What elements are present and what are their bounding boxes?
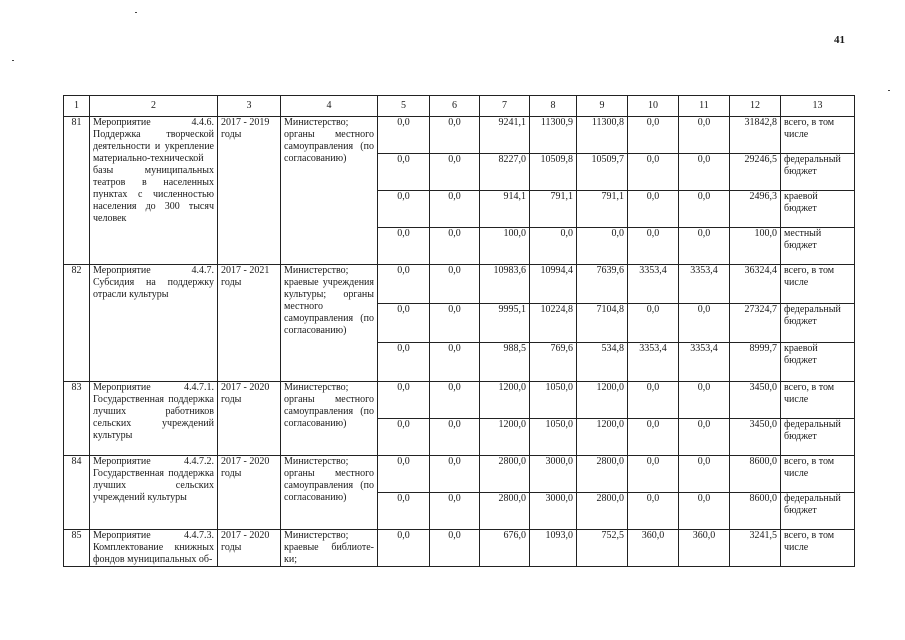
value-cell: 0,0 [378, 117, 430, 154]
value-cell: 8999,7 [730, 343, 781, 382]
measure-number: 82 [64, 265, 90, 382]
measure-executor: Министерство; краевые библиоте-ки; [281, 530, 378, 567]
value-cell: 534,8 [577, 343, 628, 382]
header-cell: 4 [281, 96, 378, 117]
value-cell: 0,0 [430, 343, 480, 382]
value-cell: 0,0 [628, 456, 679, 493]
measure-number: 84 [64, 456, 90, 530]
header-cell: 5 [378, 96, 430, 117]
header-cell: 10 [628, 96, 679, 117]
value-cell: 0,0 [679, 191, 730, 228]
value-cell: 1050,0 [530, 419, 577, 456]
measure-name: Мероприятие 4.4.6. Поддержка творческой деятельности и укрепление материально-технической базы муниципальных театров в населенных пунктах с численностью населения до 300 тысяч человек [90, 117, 218, 265]
value-cell: 0,0 [430, 304, 480, 343]
value-cell: 0,0 [628, 154, 679, 191]
value-cell: 0,0 [679, 228, 730, 265]
value-cell: 0,0 [430, 154, 480, 191]
value-cell: 0,0 [378, 343, 430, 382]
value-cell: 3241,5 [730, 530, 781, 567]
funding-source: всего, в том числе [781, 265, 855, 304]
scan-speck [888, 90, 890, 91]
value-cell: 10509,8 [530, 154, 577, 191]
funding-source: всего, в том числе [781, 530, 855, 567]
value-cell: 3353,4 [679, 343, 730, 382]
value-cell: 0,0 [679, 117, 730, 154]
header-cell: 8 [530, 96, 577, 117]
value-cell: 0,0 [378, 191, 430, 228]
value-cell: 100,0 [480, 228, 530, 265]
value-cell: 1200,0 [480, 419, 530, 456]
header-cell: 6 [430, 96, 480, 117]
measure-name: Мероприятие 4.4.7.1. Государственная поддержка лучших работников сельских учреждений культуры [90, 382, 218, 456]
table-row [64, 382, 855, 419]
value-cell: 8227,0 [480, 154, 530, 191]
table-row [64, 117, 855, 154]
measure-period: 2017 - 2020 годы [218, 530, 281, 567]
value-cell: 0,0 [430, 456, 480, 493]
value-cell: 0,0 [430, 117, 480, 154]
value-cell: 791,1 [577, 191, 628, 228]
measure-number: 83 [64, 382, 90, 456]
value-cell: 2800,0 [577, 493, 628, 530]
table-body [64, 117, 855, 567]
funding-source: краевой бюджет [781, 343, 855, 382]
measure-period: 2017 - 2020 годы [218, 456, 281, 530]
value-cell: 0,0 [679, 382, 730, 419]
value-cell: 0,0 [679, 304, 730, 343]
measure-name: Мероприятие 4.4.7.2. Государственная поддержка лучших сельских учреждений культуры [90, 456, 218, 530]
value-cell: 1200,0 [577, 419, 628, 456]
value-cell: 0,0 [679, 154, 730, 191]
value-cell: 0,0 [679, 419, 730, 456]
measure-number: 81 [64, 117, 90, 265]
value-cell: 1200,0 [480, 382, 530, 419]
value-cell: 0,0 [430, 493, 480, 530]
value-cell: 9995,1 [480, 304, 530, 343]
value-cell: 914,1 [480, 191, 530, 228]
value-cell: 0,0 [679, 456, 730, 493]
funding-source: всего, в том числе [781, 382, 855, 419]
value-cell: 0,0 [628, 228, 679, 265]
header-row [64, 96, 855, 117]
value-cell: 100,0 [730, 228, 781, 265]
measure-name: Мероприятие 4.4.7.3. Комплектование книжных фондов муниципальных об- [90, 530, 218, 567]
measure-period: 2017 - 2021 годы [218, 265, 281, 382]
funding-source: всего, в том числе [781, 117, 855, 154]
value-cell: 3353,4 [628, 343, 679, 382]
header-cell: 3 [218, 96, 281, 117]
value-cell: 0,0 [430, 382, 480, 419]
value-cell: 1093,0 [530, 530, 577, 567]
funding-source: всего, в том числе [781, 456, 855, 493]
value-cell: 0,0 [378, 456, 430, 493]
measure-executor: Министерство; органы местного самоуправления (по согласованию) [281, 456, 378, 530]
header-cell: 9 [577, 96, 628, 117]
value-cell: 10224,8 [530, 304, 577, 343]
measure-period: 2017 - 2019 годы [218, 117, 281, 265]
header-cell: 2 [90, 96, 218, 117]
header-cell: 13 [781, 96, 855, 117]
scan-speck [12, 60, 14, 61]
value-cell: 0,0 [378, 419, 430, 456]
funding-source: федеральный бюджет [781, 493, 855, 530]
value-cell: 360,0 [628, 530, 679, 567]
value-cell: 0,0 [628, 304, 679, 343]
header-cell: 11 [679, 96, 730, 117]
value-cell: 1050,0 [530, 382, 577, 419]
measure-executor: Министерство; краевые учреждения культуры; органы местного самоуправления (по согласованию) [281, 265, 378, 382]
value-cell: 3353,4 [679, 265, 730, 304]
value-cell: 10509,7 [577, 154, 628, 191]
table-header [64, 96, 855, 117]
value-cell: 2496,3 [730, 191, 781, 228]
value-cell: 36324,4 [730, 265, 781, 304]
budget-table [63, 95, 855, 567]
value-cell: 0,0 [430, 228, 480, 265]
value-cell: 3450,0 [730, 382, 781, 419]
value-cell: 0,0 [430, 265, 480, 304]
value-cell: 2800,0 [480, 493, 530, 530]
value-cell: 29246,5 [730, 154, 781, 191]
value-cell: 3353,4 [628, 265, 679, 304]
page-number: 41 [834, 34, 845, 46]
table-row [64, 456, 855, 493]
value-cell: 360,0 [679, 530, 730, 567]
value-cell: 769,6 [530, 343, 577, 382]
scan-speck [135, 12, 137, 13]
value-cell: 752,5 [577, 530, 628, 567]
value-cell: 8600,0 [730, 456, 781, 493]
value-cell: 676,0 [480, 530, 530, 567]
value-cell: 0,0 [378, 493, 430, 530]
value-cell: 0,0 [628, 419, 679, 456]
value-cell: 0,0 [628, 382, 679, 419]
measure-name: Мероприятие 4.4.7. Субсидия на поддержку отрасли культуры [90, 265, 218, 382]
funding-source: местный бюджет [781, 228, 855, 265]
value-cell: 0,0 [530, 228, 577, 265]
value-cell: 8600,0 [730, 493, 781, 530]
measure-executor: Министерство; органы местного самоуправления (по согласованию) [281, 382, 378, 456]
value-cell: 0,0 [628, 493, 679, 530]
funding-source: краевой бюджет [781, 191, 855, 228]
funding-source: федеральный бюджет [781, 419, 855, 456]
value-cell: 0,0 [430, 191, 480, 228]
value-cell: 10994,4 [530, 265, 577, 304]
value-cell: 3450,0 [730, 419, 781, 456]
header-cell: 1 [64, 96, 90, 117]
value-cell: 3000,0 [530, 493, 577, 530]
value-cell: 0,0 [378, 304, 430, 343]
value-cell: 11300,9 [530, 117, 577, 154]
table-row [64, 530, 855, 567]
measure-executor: Министерство; органы местного самоуправления (по согласованию) [281, 117, 378, 265]
value-cell: 0,0 [430, 419, 480, 456]
value-cell: 0,0 [679, 493, 730, 530]
value-cell: 11300,8 [577, 117, 628, 154]
funding-source: федеральный бюджет [781, 154, 855, 191]
value-cell: 0,0 [378, 382, 430, 419]
header-cell: 7 [480, 96, 530, 117]
value-cell: 31842,8 [730, 117, 781, 154]
value-cell: 2800,0 [577, 456, 628, 493]
funding-source: федеральный бюджет [781, 304, 855, 343]
measure-number: 85 [64, 530, 90, 567]
value-cell: 2800,0 [480, 456, 530, 493]
value-cell: 791,1 [530, 191, 577, 228]
value-cell: 27324,7 [730, 304, 781, 343]
header-cell: 12 [730, 96, 781, 117]
value-cell: 0,0 [378, 154, 430, 191]
value-cell: 0,0 [577, 228, 628, 265]
value-cell: 1200,0 [577, 382, 628, 419]
measure-period: 2017 - 2020 годы [218, 382, 281, 456]
value-cell: 7639,6 [577, 265, 628, 304]
value-cell: 988,5 [480, 343, 530, 382]
value-cell: 3000,0 [530, 456, 577, 493]
table-row [64, 265, 855, 304]
value-cell: 0,0 [628, 117, 679, 154]
value-cell: 0,0 [378, 530, 430, 567]
value-cell: 0,0 [628, 191, 679, 228]
value-cell: 10983,6 [480, 265, 530, 304]
value-cell: 0,0 [430, 530, 480, 567]
value-cell: 0,0 [378, 228, 430, 265]
value-cell: 0,0 [378, 265, 430, 304]
value-cell: 7104,8 [577, 304, 628, 343]
value-cell: 9241,1 [480, 117, 530, 154]
